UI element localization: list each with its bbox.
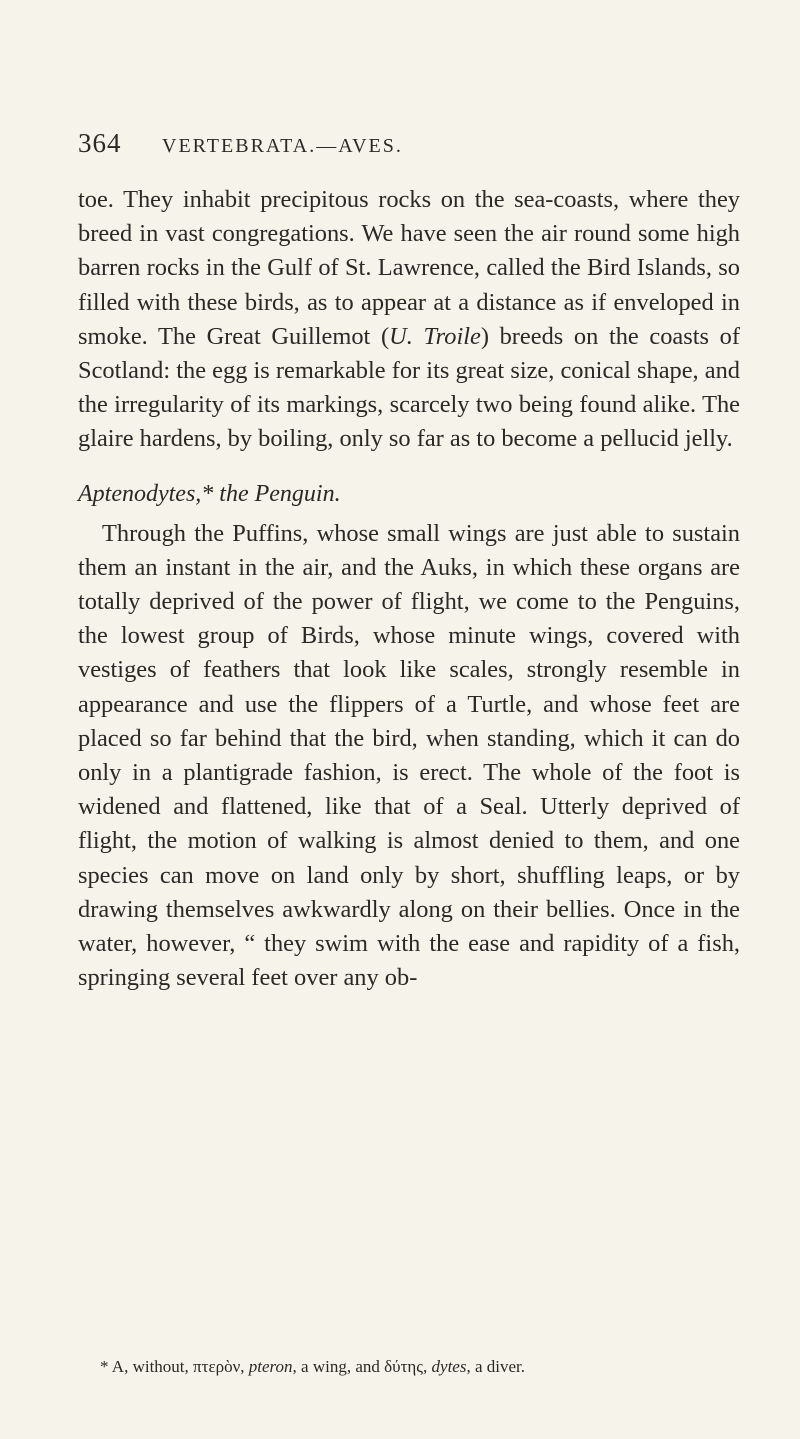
species-name: U. Troile [389,322,481,350]
paragraph-2: Through the Puffins, whose small wings are just able to sustain them an instant in the air, and the Auks, in which these organs are totally deprived of the power of flight, we come to the Penguins, the lowest group of Birds, whose minute wings, covered with vestiges of feathers that look like scales, strongly resemble in appearance and use the flippers of a Turtle, and whose feet are placed so far behind that the bird, when standing, which it can do only in a plantigrade fashion, is erect. The whole of the foot is widened and flattened, like that of a Seal. Utterly deprived of flight, the motion of walking is almost denied to them, and one species can move on land only by short, shuffling leaps, or by drawing themselves awkwardly along on their bellies. Once in the water, however, “ they swim with the ease and rapidity of a fish, springing several feet over any ob- [78,519,740,992]
footnote-text-1: * A, without, [100,1357,194,1376]
paragraph-1-text-a: toe. They inhabit precipitous rocks on the sea-coasts, where they breed in vast congregations. We have seen the air round some high barren rocks in the Gulf of St. Lawrence, called the Bird Islands, so filled with these birds, as to appear at a distance as if enveloped in smoke. The Great Guillemot ( [78,186,740,350]
footnote-greek-2: δύτης [384,1357,424,1376]
footnote-text-5: , a diver. [466,1357,526,1376]
footnote [100,1356,740,1378]
footnote-text-3: , a wing, and [292,1357,385,1376]
paragraph-1-text-b: ) breeds on the coasts of Scotland: the egg is remarkable for its great size, conical shape, and the irregularity of its markings, scarcely two being found alike. The glaire hardens, by boiling, only so far as to become a pellucid jelly. [78,322,740,453]
footnote-greek-1: πτερὸν [193,1357,241,1376]
footnote-translit-2: dytes [431,1357,467,1376]
body-text [78,183,740,995]
footnote-text-4: , [423,1357,432,1376]
section-heading: Aptenodytes,* the Penguin. [78,480,341,507]
paragraph-1 [78,183,740,457]
running-head: VERTEBRATA.—AVES. [162,135,403,157]
page-header [78,128,718,168]
page-number: 364 [78,128,122,158]
footnote-translit-1: pteron [248,1357,293,1376]
footnote-text-2: , [240,1357,249,1376]
